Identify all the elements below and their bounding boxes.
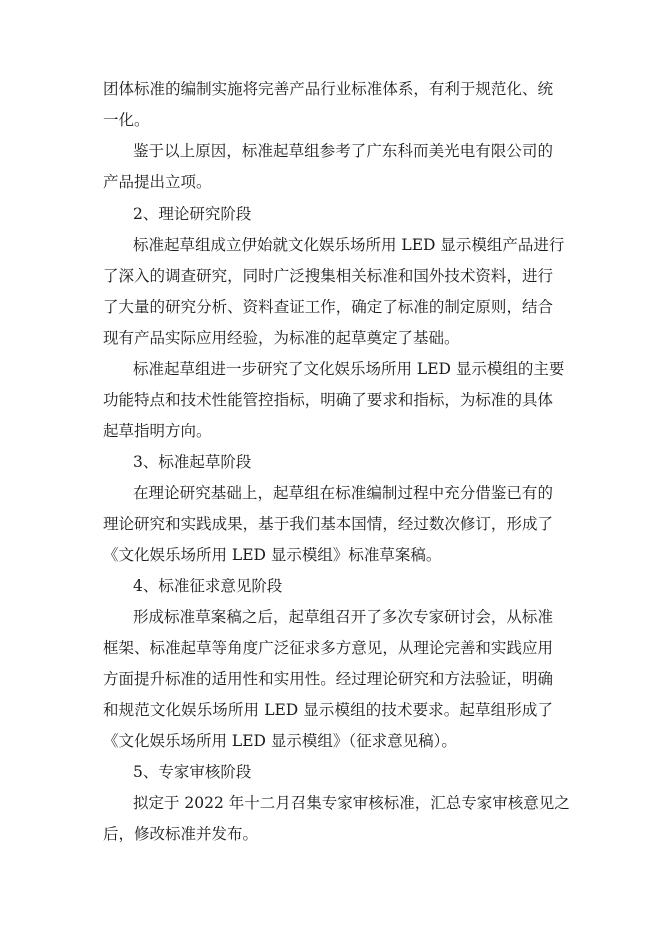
section-heading: 2、理论研究阶段	[133, 205, 252, 223]
text-line: 《文化娱乐场所用 LED 显示模组》标准草案稿。	[103, 546, 442, 564]
text-line: 《文化娱乐场所用 LED 显示模组》（征求意见稿）。	[103, 732, 457, 750]
text-line: 起草指明方向。	[103, 422, 212, 440]
text-line: 理论研究和实践成果，基于我们基本国情，经过数次修订，形成了	[103, 515, 553, 533]
section-heading: 3、标准起草阶段	[133, 453, 252, 471]
section-heading: 4、标准征求意见阶段	[133, 577, 283, 595]
text-line: 了深入的调查研究，同时广泛搜集相关标准和国外技术资料，进行	[103, 267, 553, 285]
text-line: 后，修改标准并发布。	[103, 825, 259, 843]
text-line: 功能特点和技术性能管控指标，明确了要求和指标，为标准的具体	[103, 391, 553, 409]
text-line: 鉴于以上原因，标准起草组参考了广东科而美光电有限公司的	[133, 142, 553, 160]
text-line: 标准起草组成立伊始就文化娱乐场所用 LED 显示模组产品进行	[133, 236, 565, 254]
text-line: 形成标准草案稿之后，起草组召开了多次专家研讨会，从标准	[133, 608, 553, 626]
section-heading: 5、专家审核阶段	[133, 763, 252, 781]
text-line: 现有产品实际应用经验，为标准的起草奠定了基础。	[103, 329, 460, 347]
text-line: 一化。	[103, 111, 150, 129]
text-line: 拟定于 2022 年十二月召集专家审核标准，汇总专家审核意见之	[133, 794, 570, 812]
text-line: 团体标准的编制实施将完善产品行业标准体系，有利于规范化、统	[103, 80, 553, 98]
text-line: 了大量的研究分析、资料查证工作，确定了标准的制定原则，结合	[103, 298, 553, 316]
text-line: 和规范文化娱乐场所用 LED 显示模组的技术要求。起草组形成了	[103, 701, 553, 719]
text-line: 框架、标准起草等角度广泛征求多方意见，从理论完善和实践应用	[103, 639, 553, 657]
text-line: 标准起草组进一步研究了文化娱乐场所用 LED 显示模组的主要	[133, 360, 565, 378]
text-line: 方面提升标准的适用性和实用性。经过理论研究和方法验证，明确	[103, 670, 553, 688]
text-line: 在理论研究基础上，起草组在标准编制过程中充分借鉴已有的	[133, 484, 553, 502]
text-line: 产品提出立项。	[103, 173, 212, 191]
